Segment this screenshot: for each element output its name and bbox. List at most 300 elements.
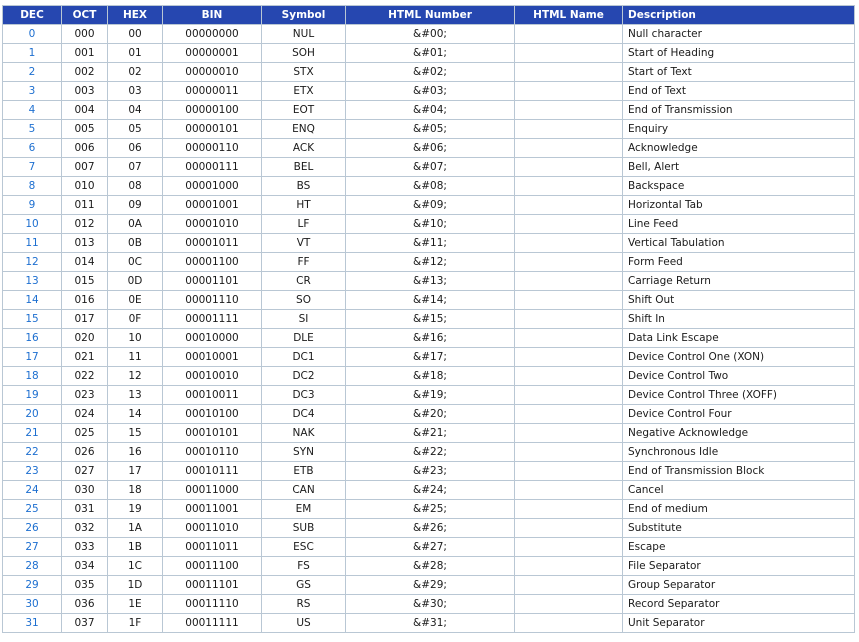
cell-hex: 00 — [108, 25, 163, 44]
table-row — [3, 519, 855, 538]
cell-html-name — [515, 500, 623, 519]
cell-description: End of medium — [623, 500, 855, 519]
cell-dec[interactable]: 7 — [3, 158, 62, 177]
cell-html-name — [515, 595, 623, 614]
cell-html-number: &#20; — [346, 405, 515, 424]
cell-hex: 0A — [108, 215, 163, 234]
table-row — [3, 139, 855, 158]
cell-bin: 00000111 — [163, 158, 262, 177]
cell-oct: 002 — [62, 63, 108, 82]
cell-description: Vertical Tabulation — [623, 234, 855, 253]
cell-oct: 025 — [62, 424, 108, 443]
cell-oct: 014 — [62, 253, 108, 272]
cell-dec[interactable]: 26 — [3, 519, 62, 538]
cell-bin: 00000011 — [163, 82, 262, 101]
cell-symbol: ENQ — [262, 120, 346, 139]
cell-description: Form Feed — [623, 253, 855, 272]
cell-dec[interactable]: 14 — [3, 291, 62, 310]
cell-hex: 14 — [108, 405, 163, 424]
cell-dec[interactable]: 29 — [3, 576, 62, 595]
cell-bin: 00001000 — [163, 177, 262, 196]
cell-bin: 00001010 — [163, 215, 262, 234]
cell-description: End of Transmission Block — [623, 462, 855, 481]
cell-bin: 00010000 — [163, 329, 262, 348]
cell-html-number: &#26; — [346, 519, 515, 538]
cell-bin: 00011101 — [163, 576, 262, 595]
cell-dec[interactable]: 12 — [3, 253, 62, 272]
cell-html-number: &#01; — [346, 44, 515, 63]
cell-symbol: DLE — [262, 329, 346, 348]
cell-symbol: FF — [262, 253, 346, 272]
table-row — [3, 462, 855, 481]
cell-bin: 00000101 — [163, 120, 262, 139]
cell-description: Device Control Four — [623, 405, 855, 424]
cell-html-name — [515, 25, 623, 44]
table-row — [3, 405, 855, 424]
cell-html-name — [515, 538, 623, 557]
header-symbol: Symbol — [262, 6, 346, 25]
cell-html-name — [515, 82, 623, 101]
cell-oct: 022 — [62, 367, 108, 386]
cell-html-name — [515, 253, 623, 272]
cell-dec[interactable]: 20 — [3, 405, 62, 424]
table-row — [3, 367, 855, 386]
cell-bin: 00010100 — [163, 405, 262, 424]
cell-html-number: &#27; — [346, 538, 515, 557]
cell-dec[interactable]: 30 — [3, 595, 62, 614]
table-row — [3, 291, 855, 310]
cell-description: File Separator — [623, 557, 855, 576]
table-row — [3, 481, 855, 500]
cell-html-number: &#08; — [346, 177, 515, 196]
cell-html-name — [515, 519, 623, 538]
cell-html-number: &#13; — [346, 272, 515, 291]
cell-description: Backspace — [623, 177, 855, 196]
cell-description: Acknowledge — [623, 139, 855, 158]
cell-html-number: &#06; — [346, 139, 515, 158]
table-row — [3, 272, 855, 291]
cell-html-name — [515, 614, 623, 633]
cell-bin: 00001001 — [163, 196, 262, 215]
cell-oct: 017 — [62, 310, 108, 329]
cell-html-name — [515, 196, 623, 215]
cell-dec[interactable]: 6 — [3, 139, 62, 158]
header-bin: BIN — [163, 6, 262, 25]
cell-html-number: &#09; — [346, 196, 515, 215]
cell-symbol: STX — [262, 63, 346, 82]
table-row — [3, 25, 855, 44]
table-row — [3, 538, 855, 557]
cell-html-number: &#14; — [346, 291, 515, 310]
cell-hex: 10 — [108, 329, 163, 348]
table-row — [3, 386, 855, 405]
cell-dec[interactable]: 28 — [3, 557, 62, 576]
cell-html-number: &#05; — [346, 120, 515, 139]
cell-oct: 036 — [62, 595, 108, 614]
cell-dec[interactable]: 9 — [3, 196, 62, 215]
cell-html-number: &#28; — [346, 557, 515, 576]
cell-description: Synchronous Idle — [623, 443, 855, 462]
cell-html-name — [515, 576, 623, 595]
cell-html-name — [515, 557, 623, 576]
cell-hex: 01 — [108, 44, 163, 63]
cell-description: Device Control One (XON) — [623, 348, 855, 367]
cell-description: Null character — [623, 25, 855, 44]
cell-html-number: &#21; — [346, 424, 515, 443]
cell-oct: 020 — [62, 329, 108, 348]
cell-dec[interactable]: 2 — [3, 63, 62, 82]
cell-hex: 1A — [108, 519, 163, 538]
cell-html-name — [515, 63, 623, 82]
cell-bin: 00001101 — [163, 272, 262, 291]
cell-symbol: EM — [262, 500, 346, 519]
cell-dec[interactable]: 4 — [3, 101, 62, 120]
cell-hex: 1E — [108, 595, 163, 614]
cell-html-number: &#19; — [346, 386, 515, 405]
cell-html-number: &#29; — [346, 576, 515, 595]
cell-dec[interactable]: 0 — [3, 25, 62, 44]
cell-symbol: SOH — [262, 44, 346, 63]
cell-symbol: CR — [262, 272, 346, 291]
cell-html-name — [515, 158, 623, 177]
cell-dec[interactable]: 18 — [3, 367, 62, 386]
cell-dec[interactable]: 27 — [3, 538, 62, 557]
cell-oct: 003 — [62, 82, 108, 101]
cell-oct: 031 — [62, 500, 108, 519]
cell-html-name — [515, 310, 623, 329]
table-row — [3, 234, 855, 253]
cell-dec[interactable]: 31 — [3, 614, 62, 633]
cell-symbol: DC2 — [262, 367, 346, 386]
cell-html-name — [515, 44, 623, 63]
cell-description: Record Separator — [623, 595, 855, 614]
cell-bin: 00011011 — [163, 538, 262, 557]
table-row — [3, 82, 855, 101]
cell-dec[interactable]: 23 — [3, 462, 62, 481]
cell-hex: 03 — [108, 82, 163, 101]
cell-oct: 010 — [62, 177, 108, 196]
cell-description: Start of Text — [623, 63, 855, 82]
cell-description: Bell, Alert — [623, 158, 855, 177]
cell-bin: 00000010 — [163, 63, 262, 82]
cell-oct: 012 — [62, 215, 108, 234]
cell-symbol: SI — [262, 310, 346, 329]
cell-description: End of Transmission — [623, 101, 855, 120]
table-row — [3, 44, 855, 63]
cell-html-name — [515, 215, 623, 234]
cell-symbol: DC1 — [262, 348, 346, 367]
cell-html-number: &#31; — [346, 614, 515, 633]
table-row — [3, 424, 855, 443]
cell-dec[interactable]: 11 — [3, 234, 62, 253]
cell-dec[interactable]: 25 — [3, 500, 62, 519]
cell-oct: 026 — [62, 443, 108, 462]
cell-symbol: NUL — [262, 25, 346, 44]
cell-hex: 07 — [108, 158, 163, 177]
ascii-table — [2, 5, 855, 633]
cell-bin: 00000110 — [163, 139, 262, 158]
cell-symbol: DC4 — [262, 405, 346, 424]
table-row — [3, 177, 855, 196]
cell-dec[interactable]: 19 — [3, 386, 62, 405]
cell-hex: 1F — [108, 614, 163, 633]
cell-html-name — [515, 101, 623, 120]
cell-html-name — [515, 443, 623, 462]
cell-html-number: &#30; — [346, 595, 515, 614]
cell-hex: 1B — [108, 538, 163, 557]
cell-bin: 00000001 — [163, 44, 262, 63]
cell-oct: 011 — [62, 196, 108, 215]
cell-bin: 00010010 — [163, 367, 262, 386]
cell-hex: 11 — [108, 348, 163, 367]
cell-description: End of Text — [623, 82, 855, 101]
cell-html-name — [515, 348, 623, 367]
cell-symbol: SUB — [262, 519, 346, 538]
cell-dec[interactable]: 1 — [3, 44, 62, 63]
cell-oct: 030 — [62, 481, 108, 500]
cell-dec[interactable]: 8 — [3, 177, 62, 196]
cell-hex: 17 — [108, 462, 163, 481]
cell-symbol: US — [262, 614, 346, 633]
cell-html-name — [515, 329, 623, 348]
table-row — [3, 101, 855, 120]
cell-html-name — [515, 120, 623, 139]
cell-bin: 00000100 — [163, 101, 262, 120]
cell-description: Substitute — [623, 519, 855, 538]
cell-hex: 1D — [108, 576, 163, 595]
cell-symbol: SO — [262, 291, 346, 310]
cell-html-number: &#11; — [346, 234, 515, 253]
table-row — [3, 253, 855, 272]
cell-html-number: &#24; — [346, 481, 515, 500]
cell-symbol: ESC — [262, 538, 346, 557]
header-dec: DEC — [3, 6, 62, 25]
table-row — [3, 196, 855, 215]
cell-hex: 15 — [108, 424, 163, 443]
cell-description: Data Link Escape — [623, 329, 855, 348]
cell-symbol: HT — [262, 196, 346, 215]
header-description: Description — [623, 6, 855, 25]
cell-html-name — [515, 272, 623, 291]
cell-html-number: &#15; — [346, 310, 515, 329]
cell-html-name — [515, 139, 623, 158]
cell-dec[interactable]: 22 — [3, 443, 62, 462]
cell-hex: 0B — [108, 234, 163, 253]
cell-bin: 00011000 — [163, 481, 262, 500]
cell-dec[interactable]: 13 — [3, 272, 62, 291]
cell-symbol: BS — [262, 177, 346, 196]
cell-bin: 00010101 — [163, 424, 262, 443]
cell-symbol: FS — [262, 557, 346, 576]
table-row — [3, 348, 855, 367]
table-row — [3, 215, 855, 234]
cell-dec[interactable]: 21 — [3, 424, 62, 443]
cell-oct: 024 — [62, 405, 108, 424]
cell-html-number: &#02; — [346, 63, 515, 82]
cell-dec[interactable]: 16 — [3, 329, 62, 348]
cell-dec[interactable]: 15 — [3, 310, 62, 329]
table-row — [3, 63, 855, 82]
cell-html-number: &#22; — [346, 443, 515, 462]
cell-hex: 13 — [108, 386, 163, 405]
cell-html-name — [515, 386, 623, 405]
cell-html-number: &#25; — [346, 500, 515, 519]
cell-oct: 035 — [62, 576, 108, 595]
cell-oct: 033 — [62, 538, 108, 557]
cell-description: Enquiry — [623, 120, 855, 139]
cell-hex: 02 — [108, 63, 163, 82]
cell-bin: 00011100 — [163, 557, 262, 576]
cell-bin: 00000000 — [163, 25, 262, 44]
cell-description: Escape — [623, 538, 855, 557]
cell-bin: 00010110 — [163, 443, 262, 462]
cell-hex: 0D — [108, 272, 163, 291]
table-row — [3, 329, 855, 348]
cell-hex: 05 — [108, 120, 163, 139]
table-row — [3, 595, 855, 614]
cell-description: Carriage Return — [623, 272, 855, 291]
table-row — [3, 576, 855, 595]
cell-html-name — [515, 177, 623, 196]
table-row — [3, 500, 855, 519]
cell-html-name — [515, 481, 623, 500]
header-oct: OCT — [62, 6, 108, 25]
cell-bin: 00010011 — [163, 386, 262, 405]
table-row — [3, 443, 855, 462]
cell-html-number: &#04; — [346, 101, 515, 120]
cell-symbol: ETX — [262, 82, 346, 101]
cell-html-number: &#23; — [346, 462, 515, 481]
cell-hex: 04 — [108, 101, 163, 120]
cell-symbol: NAK — [262, 424, 346, 443]
cell-html-name — [515, 424, 623, 443]
cell-description: Negative Acknowledge — [623, 424, 855, 443]
cell-description: Shift In — [623, 310, 855, 329]
cell-hex: 18 — [108, 481, 163, 500]
cell-oct: 032 — [62, 519, 108, 538]
cell-oct: 013 — [62, 234, 108, 253]
cell-description: Cancel — [623, 481, 855, 500]
cell-oct: 027 — [62, 462, 108, 481]
cell-bin: 00011110 — [163, 595, 262, 614]
cell-bin: 00011111 — [163, 614, 262, 633]
cell-oct: 023 — [62, 386, 108, 405]
cell-oct: 037 — [62, 614, 108, 633]
cell-description: Device Control Two — [623, 367, 855, 386]
cell-bin: 00001100 — [163, 253, 262, 272]
cell-html-number: &#16; — [346, 329, 515, 348]
cell-hex: 09 — [108, 196, 163, 215]
cell-hex: 16 — [108, 443, 163, 462]
header-html-name: HTML Name — [515, 6, 623, 25]
cell-oct: 006 — [62, 139, 108, 158]
cell-oct: 000 — [62, 25, 108, 44]
cell-oct: 004 — [62, 101, 108, 120]
cell-bin: 00010001 — [163, 348, 262, 367]
cell-symbol: ETB — [262, 462, 346, 481]
cell-html-name — [515, 462, 623, 481]
cell-hex: 12 — [108, 367, 163, 386]
table-row — [3, 614, 855, 633]
cell-symbol: EOT — [262, 101, 346, 120]
cell-symbol: CAN — [262, 481, 346, 500]
cell-hex: 0C — [108, 253, 163, 272]
cell-html-number: &#12; — [346, 253, 515, 272]
cell-symbol: SYN — [262, 443, 346, 462]
cell-bin: 00001011 — [163, 234, 262, 253]
table-row — [3, 310, 855, 329]
cell-symbol: GS — [262, 576, 346, 595]
cell-oct: 034 — [62, 557, 108, 576]
cell-hex: 06 — [108, 139, 163, 158]
cell-symbol: LF — [262, 215, 346, 234]
cell-html-name — [515, 367, 623, 386]
table-row — [3, 158, 855, 177]
cell-oct: 007 — [62, 158, 108, 177]
cell-html-name — [515, 291, 623, 310]
cell-symbol: ACK — [262, 139, 346, 158]
cell-oct: 005 — [62, 120, 108, 139]
cell-bin: 00001111 — [163, 310, 262, 329]
cell-hex: 08 — [108, 177, 163, 196]
table-body — [3, 25, 855, 633]
cell-dec[interactable]: 24 — [3, 481, 62, 500]
cell-dec[interactable]: 3 — [3, 82, 62, 101]
cell-description: Shift Out — [623, 291, 855, 310]
cell-oct: 015 — [62, 272, 108, 291]
table-row — [3, 557, 855, 576]
cell-oct: 021 — [62, 348, 108, 367]
cell-description: Start of Heading — [623, 44, 855, 63]
cell-symbol: DC3 — [262, 386, 346, 405]
cell-hex: 0E — [108, 291, 163, 310]
cell-bin: 00010111 — [163, 462, 262, 481]
cell-hex: 19 — [108, 500, 163, 519]
cell-oct: 001 — [62, 44, 108, 63]
header-hex: HEX — [108, 6, 163, 25]
cell-hex: 1C — [108, 557, 163, 576]
cell-description: Unit Separator — [623, 614, 855, 633]
cell-symbol: VT — [262, 234, 346, 253]
cell-dec[interactable]: 10 — [3, 215, 62, 234]
cell-html-number: &#17; — [346, 348, 515, 367]
table-header — [3, 6, 855, 25]
cell-bin: 00001110 — [163, 291, 262, 310]
cell-html-name — [515, 234, 623, 253]
cell-bin: 00011001 — [163, 500, 262, 519]
cell-oct: 016 — [62, 291, 108, 310]
cell-html-number: &#10; — [346, 215, 515, 234]
cell-symbol: RS — [262, 595, 346, 614]
cell-bin: 00011010 — [163, 519, 262, 538]
table-row — [3, 120, 855, 139]
cell-dec[interactable]: 17 — [3, 348, 62, 367]
cell-html-number: &#18; — [346, 367, 515, 386]
cell-hex: 0F — [108, 310, 163, 329]
header-row — [3, 6, 855, 25]
cell-description: Group Separator — [623, 576, 855, 595]
cell-html-name — [515, 405, 623, 424]
cell-description: Horizontal Tab — [623, 196, 855, 215]
cell-symbol: BEL — [262, 158, 346, 177]
cell-html-number: &#00; — [346, 25, 515, 44]
cell-description: Device Control Three (XOFF) — [623, 386, 855, 405]
cell-html-number: &#03; — [346, 82, 515, 101]
cell-html-number: &#07; — [346, 158, 515, 177]
cell-dec[interactable]: 5 — [3, 120, 62, 139]
header-html-number: HTML Number — [346, 6, 515, 25]
cell-description: Line Feed — [623, 215, 855, 234]
